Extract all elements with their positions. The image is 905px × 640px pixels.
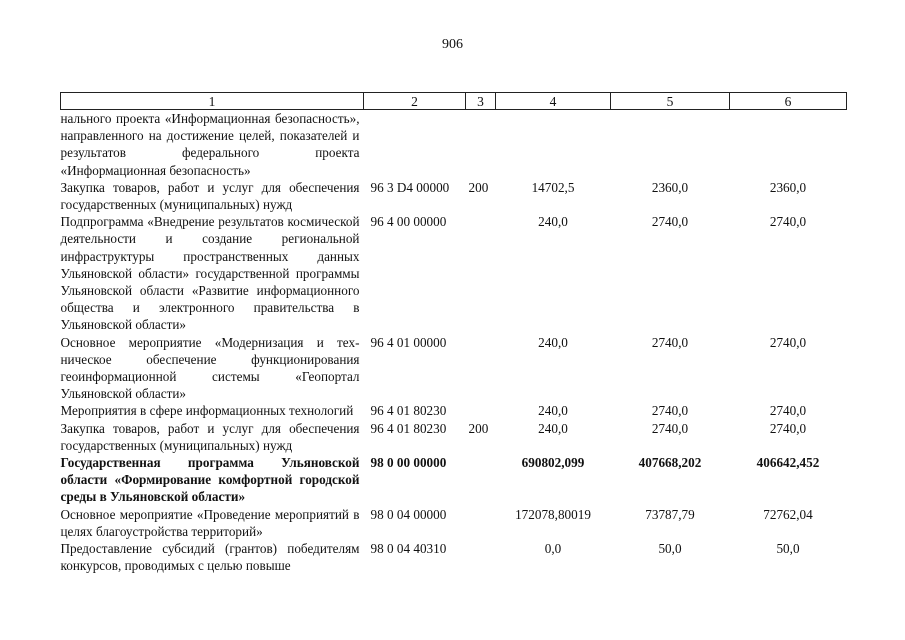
- row-value-col6: 72762,04: [763, 506, 813, 522]
- table-row: [61, 506, 847, 540]
- table-row: [61, 110, 847, 179]
- row-name: Основное мероприятие «Проведение мероприятий в целях благоустройства территорий»: [60, 506, 360, 539]
- row-name: Закупка товаров, работ и услуг для обеспечения государственных (муниципальных) нужд: [60, 420, 360, 453]
- row-name: Мероприятия в сфере информационных технологий: [60, 403, 354, 419]
- row-value-col5: 50,0: [658, 541, 682, 557]
- table-row: [61, 213, 847, 333]
- row-expense-type: 200: [468, 420, 489, 436]
- row-value-col6: 406642,452: [756, 455, 820, 471]
- row-value-col4: 14702,5: [531, 179, 575, 195]
- row-expense-type: [466, 110, 496, 179]
- header-col-6: 6: [730, 93, 847, 110]
- row-value-col5: 407668,202: [638, 455, 702, 471]
- header-row: [61, 93, 847, 110]
- row-code: 98 0 00 00000: [370, 455, 447, 471]
- row-code: 96 4 01 80230: [370, 403, 447, 419]
- row-value-col4: 172078,80019: [515, 506, 591, 522]
- row-expense-type: [466, 402, 496, 419]
- table-body: [61, 110, 847, 575]
- row-name: Подпрограмма «Внедрение результатов космической деятельности и создание региональной инфраструктуры пространственных данных Ульяновской области» государственной программы Ульяновской области «Развитие информационного общества и электронного правительства в Ульяновской области»: [60, 214, 360, 333]
- row-code: 96 4 01 00000: [370, 334, 447, 350]
- row-name: Основное мероприятие «Модернизация и техническое обеспечение функционирования геоинформационной системы «Геопортал Ульяновской области»: [60, 334, 360, 402]
- budget-table: [60, 92, 847, 574]
- page-number: 906: [442, 37, 463, 52]
- row-value-col6: 50,0: [776, 541, 800, 557]
- table-row: [61, 420, 847, 454]
- row-code: 98 0 04 00000: [370, 506, 447, 522]
- row-name: Закупка товаров, работ и услуг для обеспечения государственных (муниципальных) нужд: [60, 179, 360, 213]
- table-row: [61, 179, 847, 213]
- row-expense-type: [466, 540, 496, 574]
- row-value-col4: 690802,099: [521, 455, 585, 471]
- row-value-col6: 2740,0: [769, 403, 807, 419]
- row-expense-type: 200: [468, 179, 489, 195]
- row-value-col6: 2740,0: [769, 420, 807, 436]
- header-col-2: 2: [364, 93, 466, 110]
- row-code: 96 4 00 00000: [370, 214, 447, 230]
- row-name: нального проекта «Информационная безопасность», направленного на достижение целей, показателей и результатов федерального проекта «Информационная безопасность»: [60, 111, 360, 178]
- table-row: [61, 454, 847, 506]
- row-value-col4: 240,0: [538, 334, 568, 350]
- row-code: 96 3 D4 00000: [370, 179, 450, 195]
- header-col-3: 3: [466, 93, 496, 110]
- row-value-col6: [730, 110, 847, 179]
- row-value-col6: 2740,0: [769, 334, 807, 350]
- row-expense-type: [466, 506, 496, 540]
- row-value-col5: 2740,0: [651, 420, 689, 436]
- row-code: 96 4 01 80230: [370, 420, 447, 436]
- row-value-col6: 2740,0: [769, 214, 807, 230]
- header-col-4: 4: [496, 93, 611, 110]
- header-col-5: 5: [611, 93, 730, 110]
- row-value-col4: 240,0: [538, 420, 568, 436]
- row-value-col4: 0,0: [544, 541, 562, 557]
- table-row: [61, 540, 847, 574]
- row-name: Предоставление субсидий (грантов) победителям конкурсов, проводимых с целью повыше: [60, 541, 360, 574]
- row-code: 98 0 04 40310: [370, 541, 447, 557]
- row-value-col6: 2360,0: [769, 179, 807, 195]
- row-value-col5: 2740,0: [651, 403, 689, 419]
- row-value-col5: 2740,0: [651, 214, 689, 230]
- row-name: Государственная программа Ульяновской области «Формирование комфортной городской среды в Ульяновской области»: [60, 455, 360, 505]
- header-col-1: 1: [61, 93, 364, 110]
- row-value-col4: [496, 110, 611, 179]
- row-value-col5: [611, 110, 730, 179]
- row-value-col4: 240,0: [538, 214, 568, 230]
- row-code: [364, 110, 466, 179]
- row-expense-type: [466, 454, 496, 506]
- row-value-col5: 2360,0: [651, 179, 689, 195]
- table-row: [61, 334, 847, 403]
- row-expense-type: [466, 213, 496, 333]
- row-value-col4: 240,0: [538, 403, 568, 419]
- row-value-col5: 2740,0: [651, 334, 689, 350]
- row-expense-type: [466, 334, 496, 403]
- row-value-col5: 73787,79: [645, 506, 695, 522]
- table-row: [61, 402, 847, 419]
